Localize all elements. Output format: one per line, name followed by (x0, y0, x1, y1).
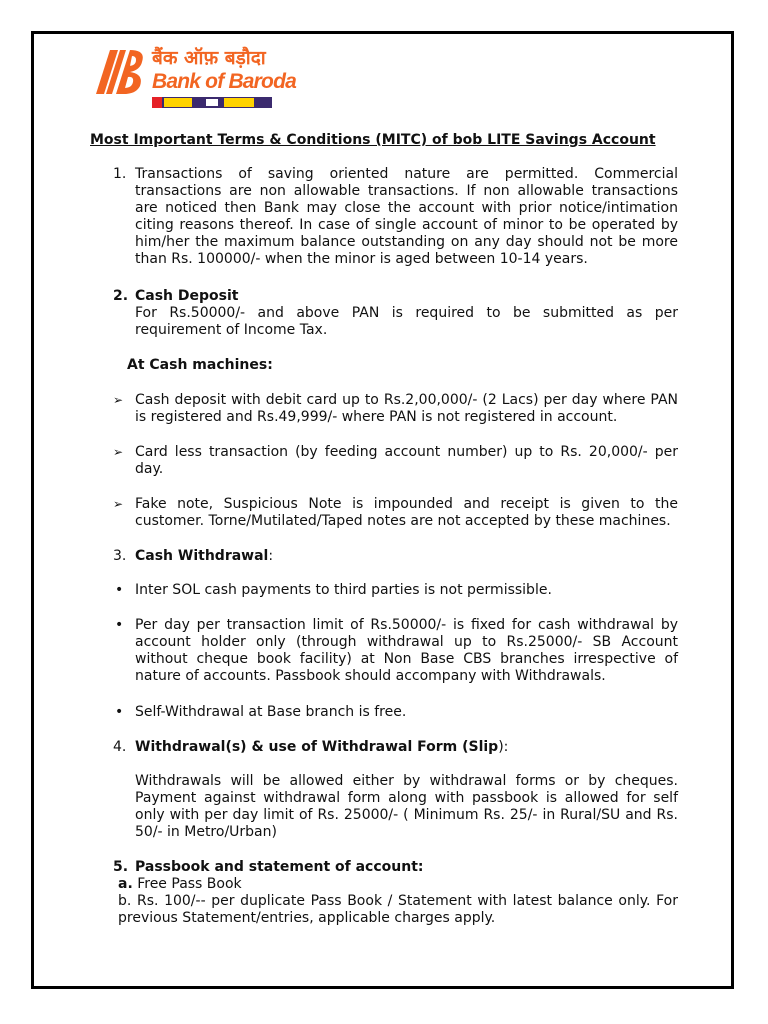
section-2-body (135, 288, 678, 339)
section-4-text: Withdrawals will be allowed either by withdrawal forms or by cheques. Payment against withdrawal form along with passbook is allowed for self only with per day limit of Rs. 25000/- ( Minimum Rs. 25/- in Rural/SU and Rs. 50/- in Metro/Urban) (135, 773, 678, 840)
arrow-bullet-icon: ➢ (113, 497, 124, 511)
section-5-number: 5. (113, 859, 129, 875)
section-4-heading: Withdrawal(s) & use of Withdrawal Form (Slip (135, 739, 499, 755)
logo-brand-strip (152, 97, 272, 108)
bullet-dot-icon: • (115, 704, 124, 720)
section-3-heading-line (135, 548, 678, 565)
logo-hindi-text: बैंक ऑफ़ बड़ौदा (152, 47, 266, 69)
section-4-heading-line (135, 739, 678, 756)
section-3-number: 3. (113, 548, 127, 564)
section-2-text: For Rs.50000/- and above PAN is required to be submitted as per requirement of Income Tax. (135, 305, 678, 338)
section-3-suffix: : (268, 548, 274, 564)
section-1-number: 1. (113, 166, 127, 182)
section-3-heading: Cash Withdrawal (135, 548, 269, 564)
withdrawal-bullet-1: Inter SOL cash payments to third parties is not permissible. (135, 582, 552, 598)
section-5-item-a: a. Free Pass Book (118, 876, 242, 892)
section-5-item-b: b. Rs. 100/-- per duplicate Pass Book / Statement with latest balance only. For previous Statement/entries, applicable charges apply. (118, 893, 678, 926)
arrow-bullet-icon: ➢ (113, 393, 124, 407)
document-title: Most Important Terms & Conditions (MITC) of bob LITE Savings Account (90, 132, 656, 148)
cash-machine-bullet-1: Cash deposit with debit card up to Rs.2,00,000/- (2 Lacs) per day where PAN is registered and Rs.49,999/- where PAN is not registered in account. (135, 392, 678, 425)
logo-english-text: Bank of Baroda (152, 70, 296, 93)
withdrawal-bullet-3: Self-Withdrawal at Base branch is free. (135, 704, 407, 720)
bullet-dot-icon: • (115, 582, 124, 598)
cash-machine-bullet-3: Fake note, Suspicious Note is impounded and receipt is given to the customer. Torne/Mutilated/Taped notes are not accepted by these machines. (135, 496, 678, 529)
withdrawal-bullet-2: Per day per transaction limit of Rs.50000/- is fixed for cash withdrawal by account holder only (through withdrawal up to Rs.25000/- SB Account without cheque book facility) at Non Base CBS branches irrespective of nature of accounts. Passbook should accompany with Withdrawals. (135, 617, 678, 684)
section-1-text: Transactions of saving oriented nature are permitted. Commercial transactions are non allowable transactions. If non allowable transactions are noticed then Bank may close the account with prior notice/intimation citing reasons thereof. In case of single account of minor to be operated by him/her the maximum balance outstanding on any day should not be more than Rs. 100000/- when the minor is aged between 10-14 years. (135, 166, 678, 267)
arrow-bullet-icon: ➢ (113, 445, 124, 459)
section-2-heading: Cash Deposit (135, 288, 239, 304)
section-4-number: 4. (113, 739, 127, 755)
bullet-dot-icon: • (115, 617, 124, 633)
section-4-suffix: ): (498, 739, 509, 755)
bank-logo (90, 44, 296, 114)
section-2-number: 2. (113, 288, 129, 304)
cash-machines-subheading: At Cash machines: (127, 357, 273, 373)
cash-machine-bullet-2: Card less transaction (by feeding account number) up to Rs. 20,000/- per day. (135, 444, 678, 477)
bank-of-baroda-mark-icon (90, 46, 148, 98)
section-5-heading: Passbook and statement of account: (135, 859, 424, 875)
